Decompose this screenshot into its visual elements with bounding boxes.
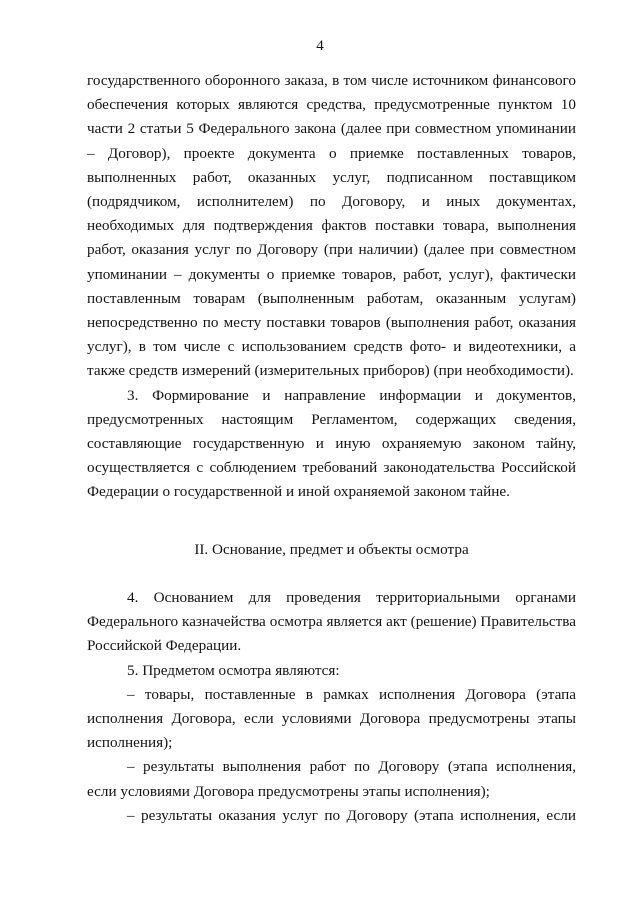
paragraph-3: 3. Формирование и направление информации и документов, предусмотренных настоящим Регламентом, содержащих сведения, составляющие государственную и иную охраняемую законом тайну, осуществляется с соблюдением требований законодательства Российской Федерации о государственной и иной охраняемой законом тайне.	[87, 386, 576, 501]
list-item-works: – результаты выполнения работ по Договору (этапа исполнения, если условиями Договора предусмотрены этапы исполнения);	[87, 758, 576, 800]
page-number: 4	[316, 38, 324, 54]
paragraph-continuation: государственного оборонного заказа, в том числе источником финансового обеспечения которых являются средства, предусмотренные пунктом 10 части 2 статьи 5 Федерального закона (далее при совместном упоминании – Договор), проекте документа о приемке поставленных товаров, выполненных работ, оказанных услуг, подписанном поставщиком (подрядчиком, исполнителем) по Договору, и иных документах, необходимых для подтверждения фактов поставки товара, выполнения работ, оказания услуг по Договору (при наличии) (далее при совместном упоминании – документы о приемке товаров, работ, услуг), фактически поставленным товарам (выполненным работам, оказанным услугам) непосредственно по месту поставки товаров (выполнения работ, оказания услуг), в том числе с использованием средств фото- и видеотехники, а также средств измерений (измерительных приборов) (при необходимости).	[87, 72, 576, 380]
list-item-goods: – товары, поставленные в рамках исполнения Договора (этапа исполнения Договора, если условиями Договора предусмотрены этапы исполнения);	[87, 685, 576, 752]
body-text-bottom	[87, 586, 576, 828]
body-text-top	[87, 69, 576, 505]
list-item-services: – результаты оказания услуг по Договору (этапа исполнения, если	[127, 806, 576, 824]
paragraph-5: 5. Предметом осмотра являются:	[127, 661, 340, 679]
paragraph-4: 4. Основанием для проведения территориальными органами Федерального казначейства осмотра является акт (решение) Правительства Российской Федерации.	[87, 589, 576, 655]
section-heading: II. Основание, предмет и объекты осмотра	[194, 541, 469, 558]
